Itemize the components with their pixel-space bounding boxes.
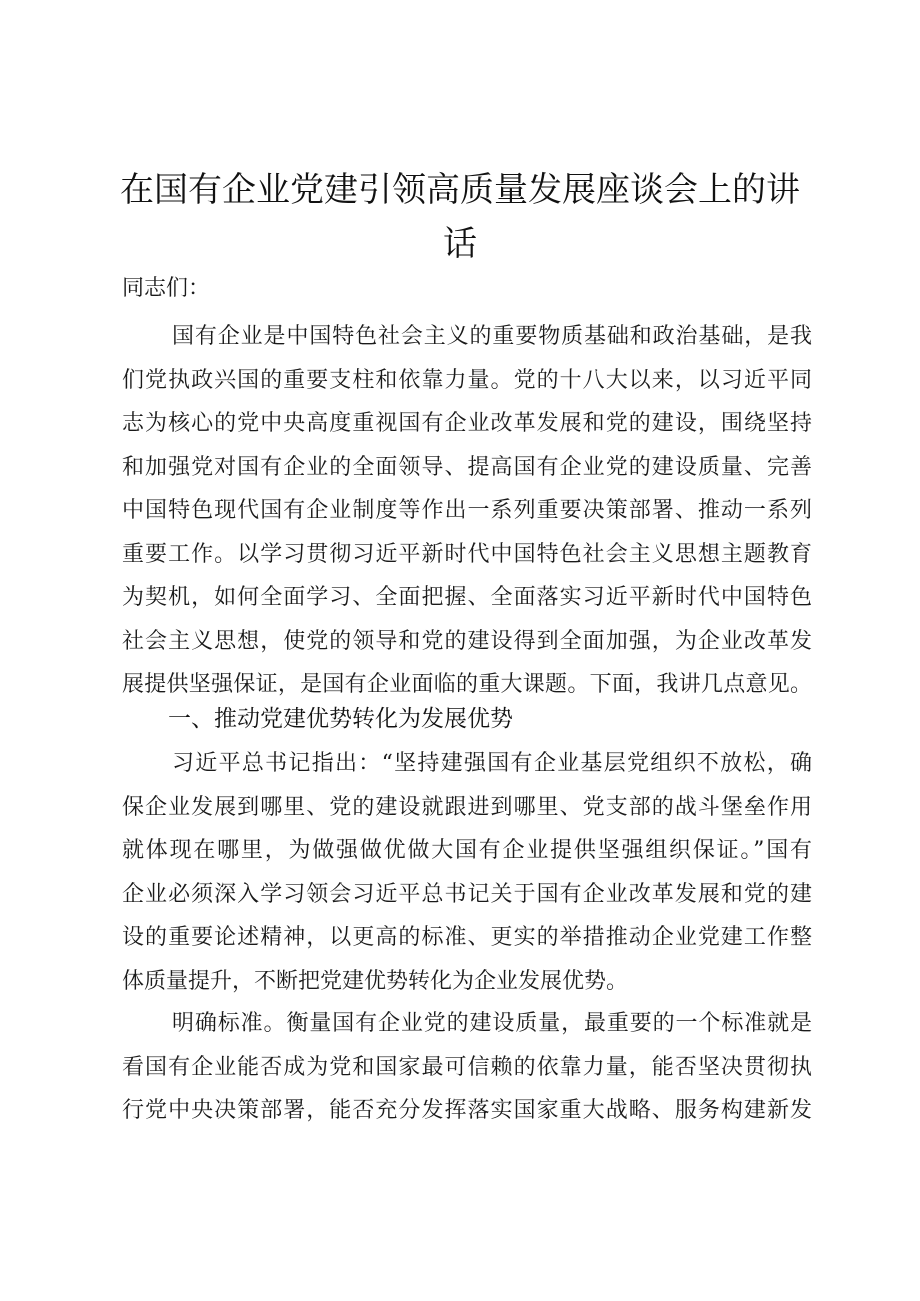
paragraph-line: 为契机，如何全面学习、全面把握、全面落实习近平新时代中国特色	[122, 585, 812, 610]
paragraph-line: 就体现在哪里，为做强做优做大国有企业提供坚强组织保证。”国有	[122, 838, 812, 863]
paragraph-line: 志为核心的党中央高度重视国有企业改革发展和党的建设，围绕坚持	[122, 411, 812, 436]
document-title-line-2: 话	[443, 224, 477, 264]
paragraph-line: 行党中央决策部署，能否充分发挥落实国家重大战略、服务构建新发	[122, 1098, 812, 1123]
document-title-line-1: 在国有企业党建引领高质量发展座谈会上的讲	[120, 170, 800, 210]
paragraph-line: 重要工作。以学习贯彻习近平新时代中国特色社会主义思想主题教育	[122, 541, 812, 567]
paragraph-line: 们党执政兴国的重要支柱和依靠力量。党的十八大以来，以习近平同	[122, 367, 812, 393]
paragraph-1	[122, 315, 812, 707]
paragraph-3	[122, 1002, 812, 1133]
paragraph-line: 明确标准。衡量国有企业党的建设质量，最重要的一个标准就是	[172, 1011, 812, 1036]
section-heading-1: 一、推动党建优势转化为发展优势	[168, 706, 513, 732]
paragraph-line: 展提供坚强保证，是国有企业面临的重大课题。下面，我讲几点意见。	[122, 672, 812, 697]
paragraph-line: 体质量提升，不断把党建优势转化为企业发展优势。	[122, 968, 629, 994]
paragraph-line: 社会主义思想，使党的领导和党的建设得到全面加强，为企业改革发	[122, 628, 812, 654]
paragraph-line: 保企业发展到哪里、党的建设就跟进到哪里、党支部的战斗堡垒作用	[122, 794, 812, 820]
paragraph-2	[122, 742, 812, 1003]
paragraph-line: 国有企业是中国特色社会主义的重要物质基础和政治基础，是我	[172, 324, 812, 349]
paragraph-line: 看国有企业能否成为党和国家最可信赖的依靠力量，能否坚决贯彻执	[122, 1054, 812, 1080]
paragraph-line: 设的重要论述精神，以更高的标准、更实的举措推动企业党建工作整	[122, 925, 812, 950]
paragraph-line: 习近平总书记指出：“坚持建强国有企业基层党组织不放松，确	[172, 751, 812, 776]
paragraph-line: 中国特色现代国有企业制度等作出一系列重要决策部署、推动一系列	[122, 498, 812, 523]
paragraph-line: 企业必须深入学习领会习近平总书记关于国有企业改革发展和党的建	[122, 881, 812, 907]
greeting: 同志们：	[122, 276, 211, 301]
paragraph-line: 和加强党对国有企业的全面领导、提高国有企业党的建设质量、完善	[122, 454, 812, 480]
